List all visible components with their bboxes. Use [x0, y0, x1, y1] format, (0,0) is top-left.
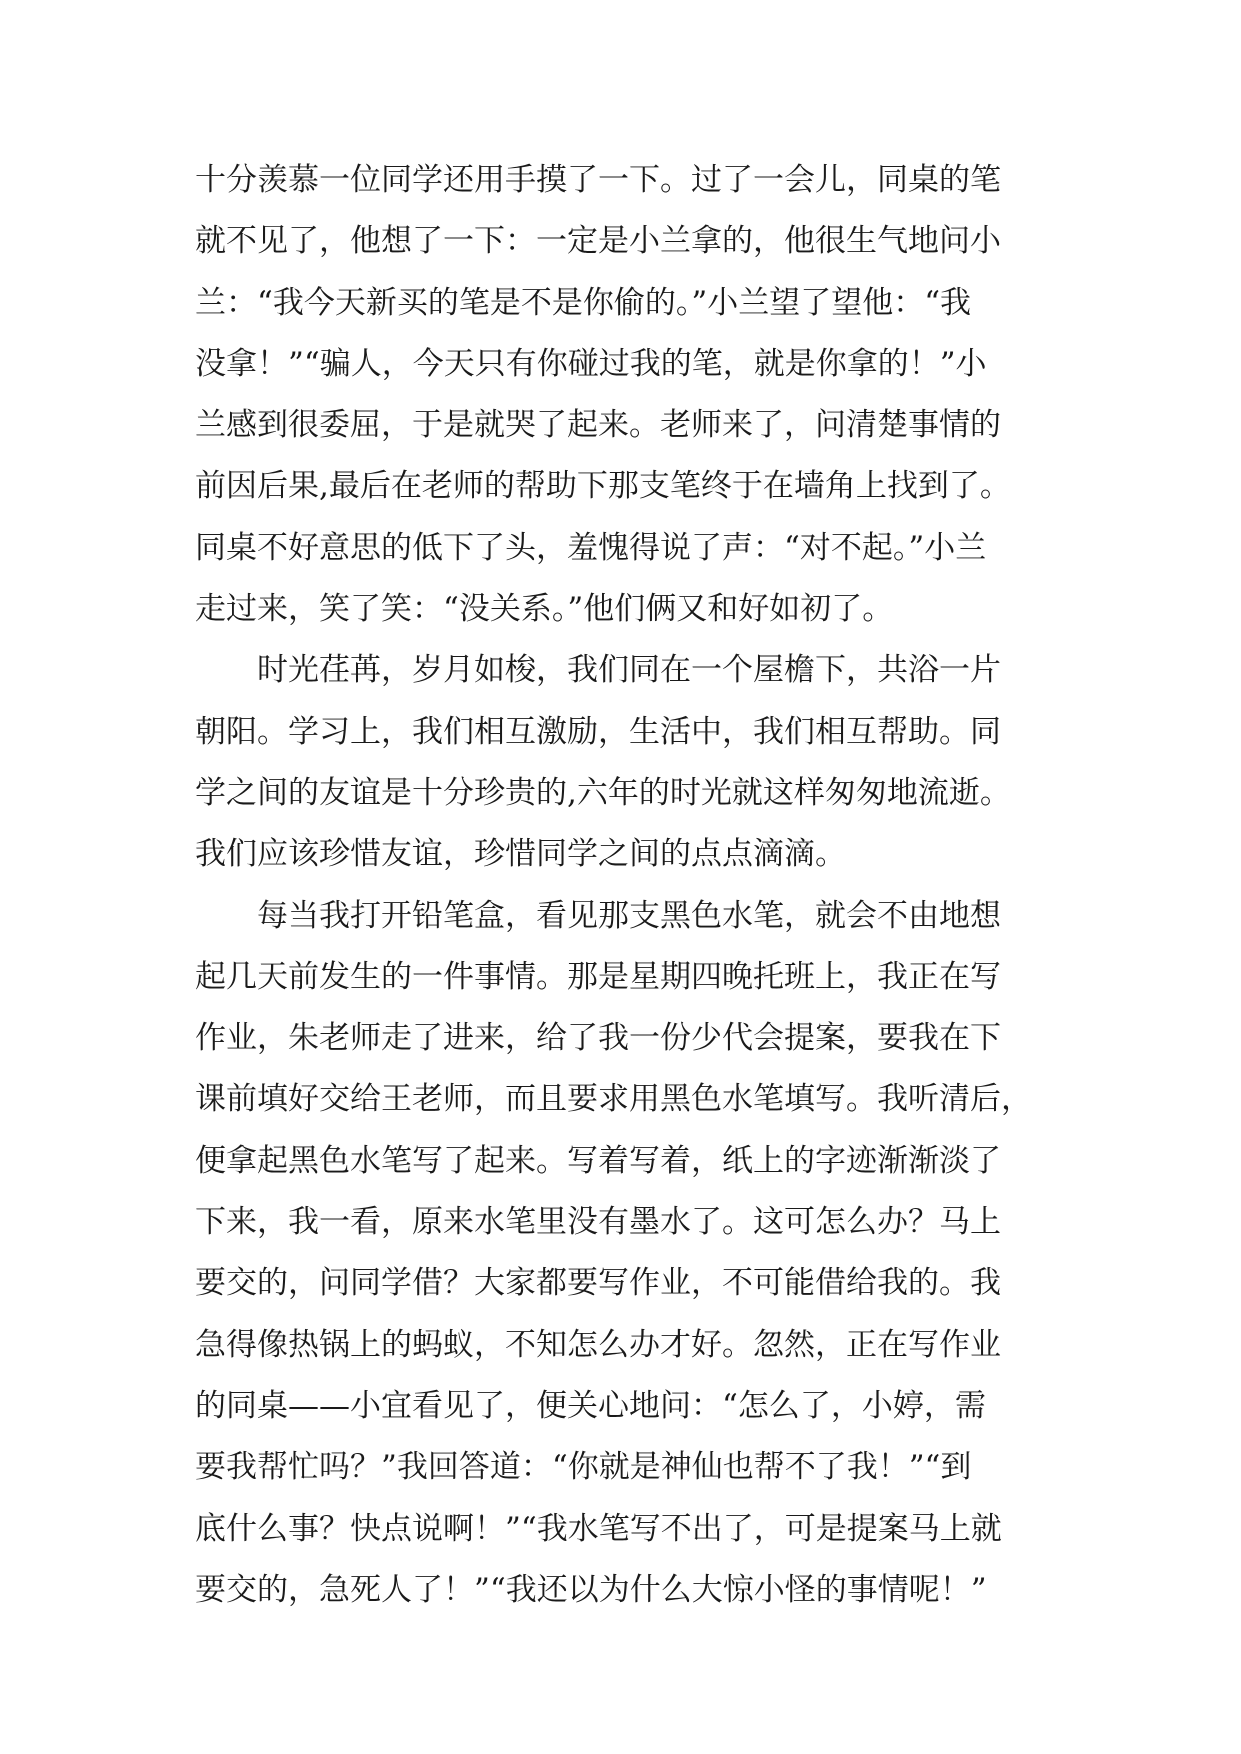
text-line: 兰：“我今天新买的笔是不是你偷的。”小兰望了望他：“我 — [195, 284, 972, 321]
text-line: 课前填好交给王老师，而且要求用黑色水笔填写。我听清后， — [195, 1081, 1032, 1118]
text-line: 要我帮忙吗？”我回答道：“你就是神仙也帮不了我！”“到 — [195, 1449, 972, 1486]
text-line: 起几天前发生的一件事情。那是星期四晚托班上，我正在写 — [195, 958, 1001, 995]
text-line: 每当我打开铅笔盒，看见那支黑色水笔，就会不由地想 — [195, 897, 1001, 934]
text-line: 急得像热锅上的蚂蚁，不知怎么办才好。忽然，正在写作业 — [195, 1326, 1001, 1363]
text-line: 十分羡慕一位同学还用手摸了一下。过了一会儿，同桌的笔 — [195, 162, 1001, 198]
text-line: 走过来，笑了笑：“没关系。”他们俩又和好如初了。 — [195, 591, 894, 628]
text-line: 时光荏苒，岁月如梭，我们同在一个屋檐下，共浴一片 — [195, 652, 1001, 689]
text-line: 的同桌——小宜看见了，便关心地问：“怎么了，小婷，需 — [195, 1387, 986, 1424]
text-line: 没拿！”“骗人，今天只有你碰过我的笔，就是你拿的！”小 — [195, 345, 987, 382]
text-line: 便拿起黑色水笔写了起来。写着写着，纸上的字迹渐渐淡了 — [195, 1142, 1001, 1179]
text-line: 同桌不好意思的低下了头，羞愧得说了声：“对不起。”小兰 — [195, 529, 987, 566]
text-line: 底什么事？快点说啊！”“我水笔写不出了，可是提案马上就 — [195, 1510, 1002, 1547]
text-line: 作业，朱老师走了进来，给了我一份少代会提案，要我在下 — [195, 1020, 1001, 1057]
text-line: 前因后果,最后在老师的帮助下那支笔终于在墙角上找到了。 — [195, 468, 1011, 505]
text-line: 要交的，急死人了！”“我还以为什么大惊小怪的事情呢！” — [195, 1571, 987, 1608]
text-body — [195, 150, 1055, 1621]
text-line: 学之间的友谊是十分珍贵的,六年的时光就这样匆匆地流逝。 — [195, 774, 1011, 811]
text-line: 朝阳。学习上，我们相互激励，生活中，我们相互帮助。同 — [195, 713, 1001, 750]
text-line: 兰感到很委屈，于是就哭了起来。老师来了，问清楚事情的 — [195, 407, 1001, 444]
text-line: 下来，我一看，原来水笔里没有墨水了。这可怎么办？马上 — [195, 1204, 1001, 1241]
text-line: 我们应该珍惜友谊，珍惜同学之间的点点滴滴。 — [195, 836, 846, 873]
text-line: 要交的，问同学借？大家都要写作业，不可能借给我的。我 — [195, 1265, 1001, 1302]
text-line: 就不见了，他想了一下：一定是小兰拿的，他很生气地问小 — [195, 223, 1001, 260]
